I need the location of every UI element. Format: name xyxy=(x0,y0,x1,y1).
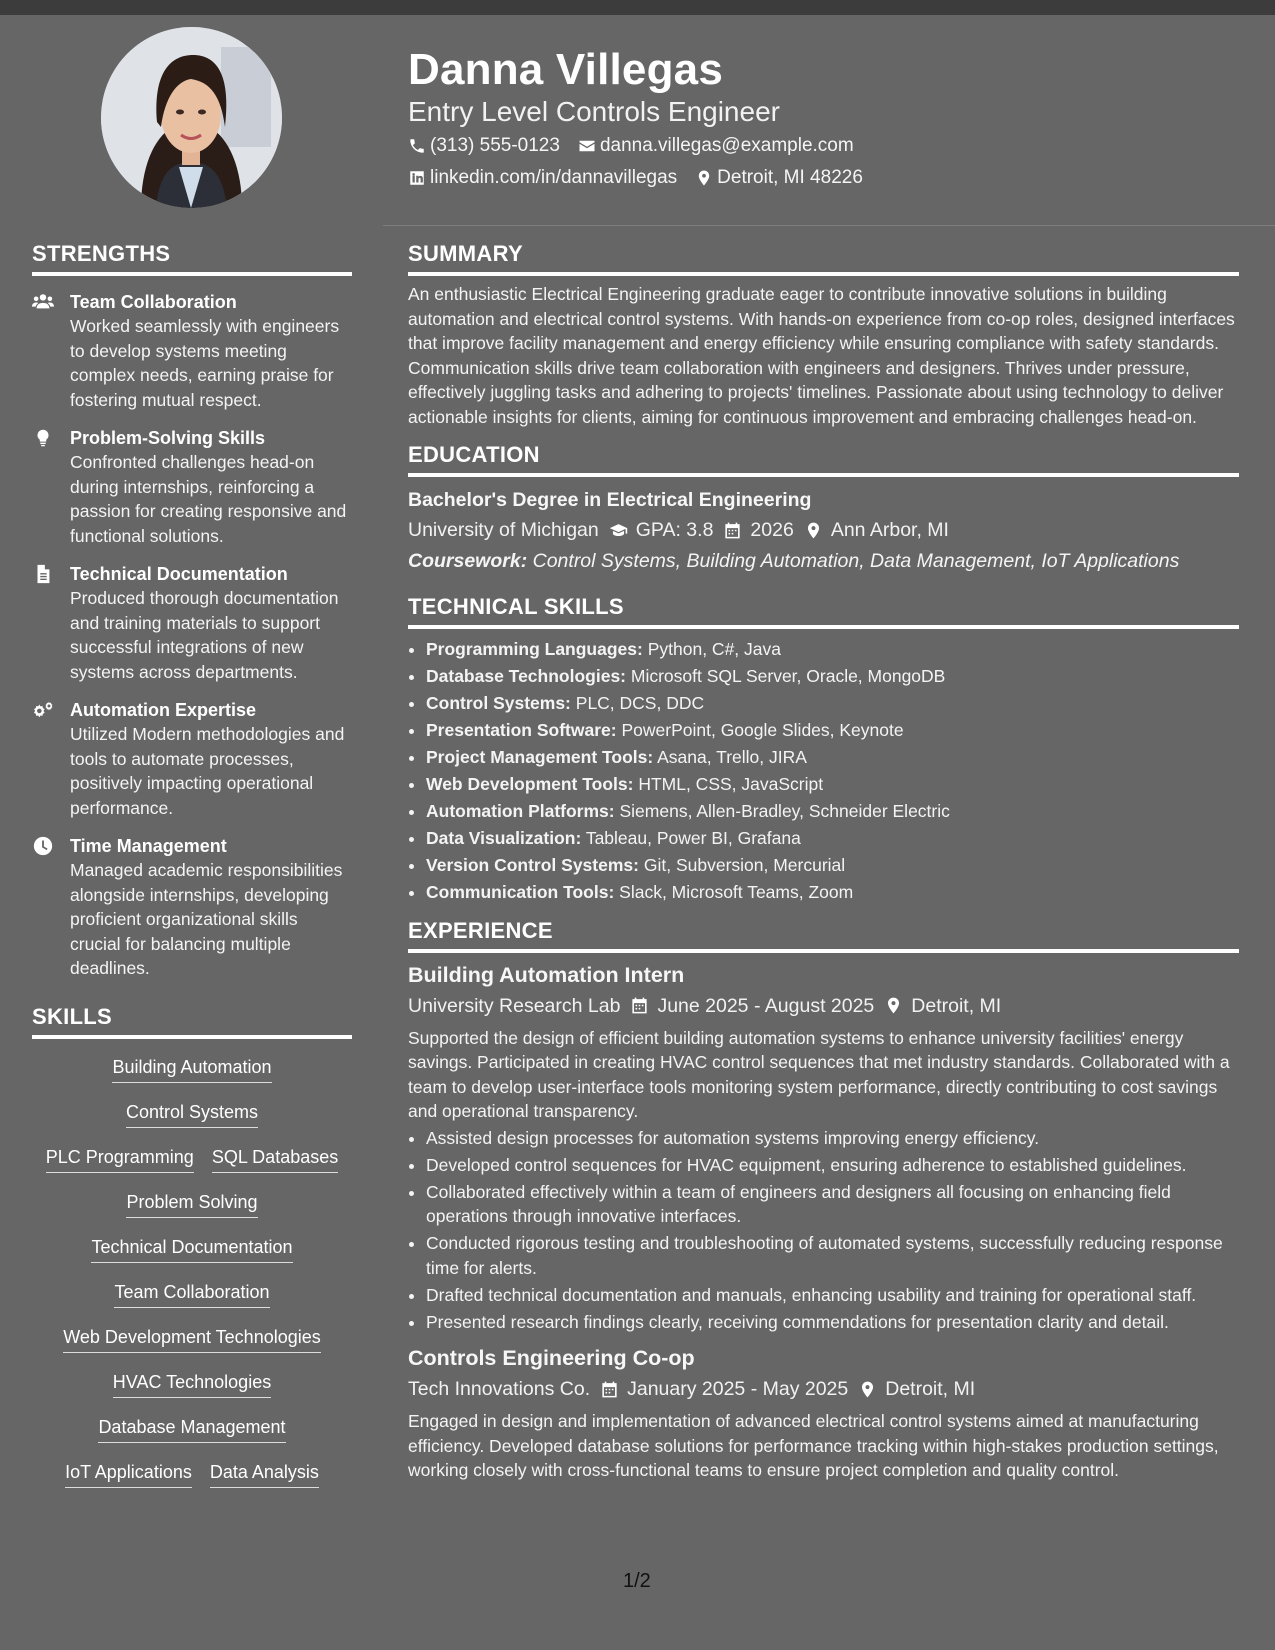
skill-chip: SQL Databases xyxy=(212,1145,338,1173)
candidate-name: Danna Villegas xyxy=(408,45,724,94)
strength-desc: Worked seamlessly with engineers to develop systems meeting complex needs, earning praise for fostering mutual respect. xyxy=(70,316,340,410)
strength-item xyxy=(32,698,352,820)
job-description: Supported the design of efficient building automation systems to enhance university facilities' energy savings. Participated in creating HVAC control sequences that met industry standards. Collaborated with a team to develop user-interface tools monitoring system performance, directly contributing to cost savings and operational transparency. xyxy=(408,1027,1230,1121)
skill-chip: Team Collaboration xyxy=(114,1280,269,1308)
map-pin-icon xyxy=(695,169,713,187)
experience-heading: EXPERIENCE xyxy=(408,917,1239,953)
list-item: • Conducted rigorous testing and troubleshooting of automated systems, successfully reducing response time for alerts. xyxy=(426,1231,1239,1280)
email-contact[interactable] xyxy=(578,134,854,158)
linkedin-icon xyxy=(408,169,426,187)
job-bullets xyxy=(408,1126,1239,1335)
strength-item xyxy=(32,290,352,412)
job-location: Detroit, MI xyxy=(911,994,1002,1017)
skill-chip: IoT Applications xyxy=(65,1460,192,1488)
job-dates: January 2025 - May 2025 xyxy=(627,1378,849,1400)
job-location: Detroit, MI xyxy=(885,1378,976,1400)
list-item: • Presentation Software: PowerPoint, Google Slides, Keynote xyxy=(426,718,1239,743)
location-contact xyxy=(695,166,863,190)
graduation-cap-icon xyxy=(609,521,628,540)
summary-text: An enthusiastic Electrical Engineering graduate eager to contribute innovative solutions in building automation and electrical control systems. With hands-on experience from co-op roles, designed interfaces that improve facility management and energy efficiency while ensuring compliance with safety standards. Communication skills drive team collaboration with engineers and designers. Thrives under pressure, effectively juggling tasks and adhering to projects' timelines. Passionate about using technology to deliver actionable insights for clients, aiming for continuous improvement and embracing challenges head-on. xyxy=(408,284,1235,427)
skill-chip: Database Management xyxy=(98,1415,285,1443)
list-item: • Project Management Tools: Asana, Trello, JIRA xyxy=(426,745,1239,770)
job-dates: June 2025 - August 2025 xyxy=(657,994,875,1017)
strength-desc: Utilized Modern methodologies and tools to automate processes, positively impacting operational performance. xyxy=(70,724,345,818)
job-meta xyxy=(408,1375,1239,1403)
lightbulb-icon xyxy=(32,428,54,448)
right-column xyxy=(408,240,1239,1483)
linkedin-contact[interactable] xyxy=(408,166,677,190)
education-meta xyxy=(408,516,1239,544)
grad-year: 2026 xyxy=(750,519,794,541)
email-text: danna.villegas@example.com xyxy=(599,135,854,156)
phone-contact[interactable] xyxy=(408,134,560,158)
school-location: Ann Arbor, MI xyxy=(830,519,949,541)
skill-chip: Data Analysis xyxy=(210,1460,319,1488)
list-item: • Communication Tools: Slack, Microsoft Teams, Zoom xyxy=(426,880,1239,905)
job-title: Controls Engineering Co-op xyxy=(408,1346,695,1370)
strength-title: Time Management xyxy=(70,836,227,856)
left-column xyxy=(32,240,352,1505)
list-item: • Automation Platforms: Siemens, Allen-Bradley, Schneider Electric xyxy=(426,799,1239,824)
top-bar xyxy=(0,0,1275,15)
job-org: University Research Lab xyxy=(408,994,621,1017)
strength-desc: Managed academic responsibilities alongside internships, developing proficient organizational skills crucial for balancing multiple deadlines. xyxy=(70,860,343,978)
list-item: • Assisted design processes for automation systems improving energy efficiency. xyxy=(426,1126,1239,1151)
gears-icon xyxy=(32,700,54,720)
skill-chip: Web Development Technologies xyxy=(63,1325,321,1353)
coursework-text: Control Systems, Building Automation, Data Management, IoT Applications xyxy=(532,550,1180,572)
profile-photo xyxy=(101,27,282,208)
strength-title: Automation Expertise xyxy=(70,700,257,720)
clock-icon xyxy=(32,836,54,856)
strength-title: Problem-Solving Skills xyxy=(70,428,266,448)
users-icon xyxy=(32,292,54,312)
degree-title: Bachelor's Degree in Electrical Engineering xyxy=(408,489,812,511)
strengths-heading: STRENGTHS xyxy=(32,240,352,276)
list-item: • Drafted technical documentation and manuals, enhancing usability and training for operational staff. xyxy=(426,1283,1239,1308)
location-text: Detroit, MI 48226 xyxy=(717,167,863,188)
strength-item xyxy=(32,562,352,684)
technical-skills-list xyxy=(408,637,1239,905)
technical-skills-heading: TECHNICAL SKILLS xyxy=(408,593,1239,629)
list-item: • Collaborated effectively within a team of engineers and designers all focusing on enhancing field operations through innovative interfaces. xyxy=(426,1180,1239,1229)
map-pin-icon xyxy=(804,521,823,540)
strength-desc: Confronted challenges head-on during internships, reinforcing a passion for creating responsive and functional solutions. xyxy=(70,452,347,546)
document-icon xyxy=(32,564,54,584)
school-name: University of Michigan xyxy=(408,519,599,541)
list-item: • Programming Languages: Python, C#, Java xyxy=(426,637,1239,662)
skill-chip: Problem Solving xyxy=(126,1190,257,1218)
job-org: Tech Innovations Co. xyxy=(408,1378,591,1400)
map-pin-icon xyxy=(884,996,903,1015)
coursework-label: Coursework: xyxy=(408,550,528,572)
strength-title: Technical Documentation xyxy=(70,564,288,584)
skills-list xyxy=(32,1055,352,1505)
education-heading: EDUCATION xyxy=(408,441,1239,477)
calendar-icon xyxy=(630,996,649,1015)
list-item: • Database Technologies: Microsoft SQL Server, Oracle, MongoDB xyxy=(426,664,1239,689)
job-meta xyxy=(408,992,1239,1020)
list-item: • Web Development Tools: HTML, CSS, JavaScript xyxy=(426,772,1239,797)
phone-text: (313) 555-0123 xyxy=(430,135,560,156)
skill-chip: Technical Documentation xyxy=(91,1235,292,1263)
candidate-title: Entry Level Controls Engineer xyxy=(408,96,780,127)
strength-item xyxy=(32,426,352,548)
gpa-text: GPA: 3.8 xyxy=(635,519,714,541)
skills-heading: SKILLS xyxy=(32,1003,352,1039)
strength-desc: Produced thorough documentation and training materials to support successful integrations of new systems across departments. xyxy=(70,588,339,682)
map-pin-icon xyxy=(858,1380,877,1399)
list-item: • Data Visualization: Tableau, Power BI, Grafana xyxy=(426,826,1239,851)
contact-row-1 xyxy=(408,134,854,158)
summary-heading: SUMMARY xyxy=(408,240,1239,276)
list-item: • Control Systems: PLC, DCS, DDC xyxy=(426,691,1239,716)
job-description: Engaged in design and implementation of advanced electrical control systems aimed at manufacturing efficiency. Developed database solutions for performance tracking within high-stakes production settings, working closely with cross-functional teams to ensure project completion and quality control. xyxy=(408,1411,1219,1480)
skill-chip: Building Automation xyxy=(112,1055,271,1083)
strength-title: Team Collaboration xyxy=(70,292,237,312)
contact-row-2 xyxy=(408,166,863,190)
skill-chip: Control Systems xyxy=(126,1100,258,1128)
skill-chip: PLC Programming xyxy=(46,1145,194,1173)
page-number: 1/2 xyxy=(623,1570,651,1592)
skill-chip: HVAC Technologies xyxy=(113,1370,271,1398)
list-item: • Presented research findings clearly, receiving commendations for presentation clarity and detail. xyxy=(426,1310,1239,1335)
envelope-icon xyxy=(578,137,596,155)
calendar-icon xyxy=(600,1380,619,1399)
calendar-icon xyxy=(723,521,742,540)
job-title: Building Automation Intern xyxy=(408,962,685,987)
header-divider xyxy=(383,225,1275,226)
linkedin-text: linkedin.com/in/dannavillegas xyxy=(430,167,678,188)
phone-icon xyxy=(408,137,426,155)
coursework xyxy=(408,547,1239,575)
list-item: • Version Control Systems: Git, Subversion, Mercurial xyxy=(426,853,1239,878)
strength-item xyxy=(32,834,352,981)
list-item: • Developed control sequences for HVAC equipment, ensuring adherence to established guidelines. xyxy=(426,1153,1239,1178)
